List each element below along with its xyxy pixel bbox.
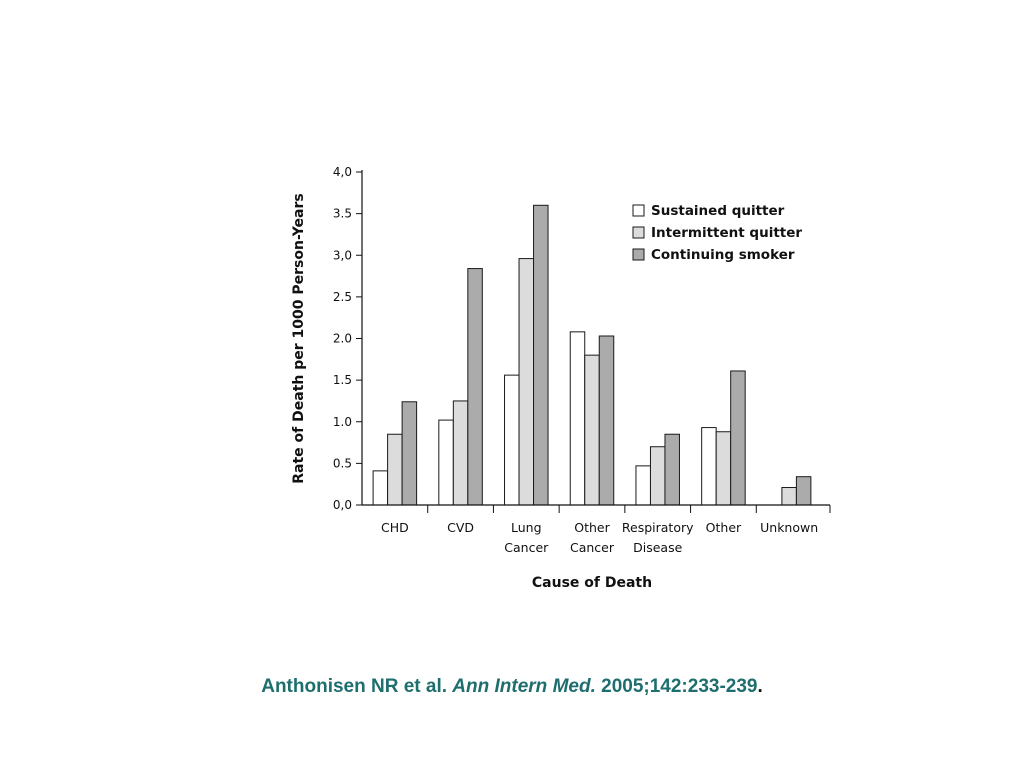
x-tick-label: Other (705, 520, 742, 535)
bar (782, 488, 797, 505)
y-tick-label: 0,0 (332, 498, 352, 512)
y-axis-title: Rate of Death per 1000 Person-Years (291, 193, 307, 484)
legend-label: Sustained quitter (651, 203, 785, 219)
bar (439, 420, 454, 505)
x-tick-label: CVD (447, 520, 475, 535)
citation (0, 676, 1024, 698)
legend-swatch (633, 205, 644, 216)
y-tick-label: 1.0 (332, 414, 352, 429)
bar (731, 371, 746, 505)
bar (388, 434, 403, 505)
y-tick-label: 3.5 (332, 206, 352, 221)
bar (665, 434, 680, 505)
bar (716, 432, 731, 505)
citation-end: . (757, 676, 763, 697)
citation-journal: Ann Intern Med. (452, 676, 596, 697)
y-tick-label: 1.5 (332, 373, 352, 388)
citation-ref: 2005;142:233-239 (601, 676, 758, 697)
legend-swatch (633, 249, 644, 260)
y-tick-label: 0.5 (332, 456, 352, 471)
legend-label: Continuing smoker (651, 247, 795, 263)
bar (585, 355, 600, 505)
x-tick-label: Other Cancer (569, 520, 615, 555)
bar (570, 332, 585, 505)
x-axis-title: Cause of Death (531, 575, 653, 591)
x-tick-label: Respiratory Disease (621, 520, 694, 555)
y-tick-label: 2.0 (332, 331, 352, 346)
bar (702, 428, 717, 505)
y-tick-label: 3,0 (332, 248, 352, 263)
citation-authors: Anthonisen NR et al. (261, 676, 448, 697)
bar (599, 336, 614, 505)
y-tick-label: 2.5 (332, 289, 352, 304)
x-tick-label: Lung Cancer (504, 520, 549, 555)
bar (650, 447, 665, 505)
bar (468, 269, 483, 505)
bar (636, 466, 651, 505)
bar (534, 205, 549, 505)
bar (373, 471, 388, 505)
bar (519, 259, 534, 505)
bar (505, 375, 520, 505)
legend (633, 203, 802, 263)
bar (796, 477, 811, 505)
bar (453, 401, 468, 505)
legend-swatch (633, 227, 644, 238)
x-tick-label: CHD (380, 520, 409, 535)
y-tick-label: 4,0 (332, 165, 352, 179)
x-tick-label: Unknown (760, 520, 819, 535)
legend-label: Intermittent quitter (651, 225, 803, 241)
bar (402, 402, 417, 505)
